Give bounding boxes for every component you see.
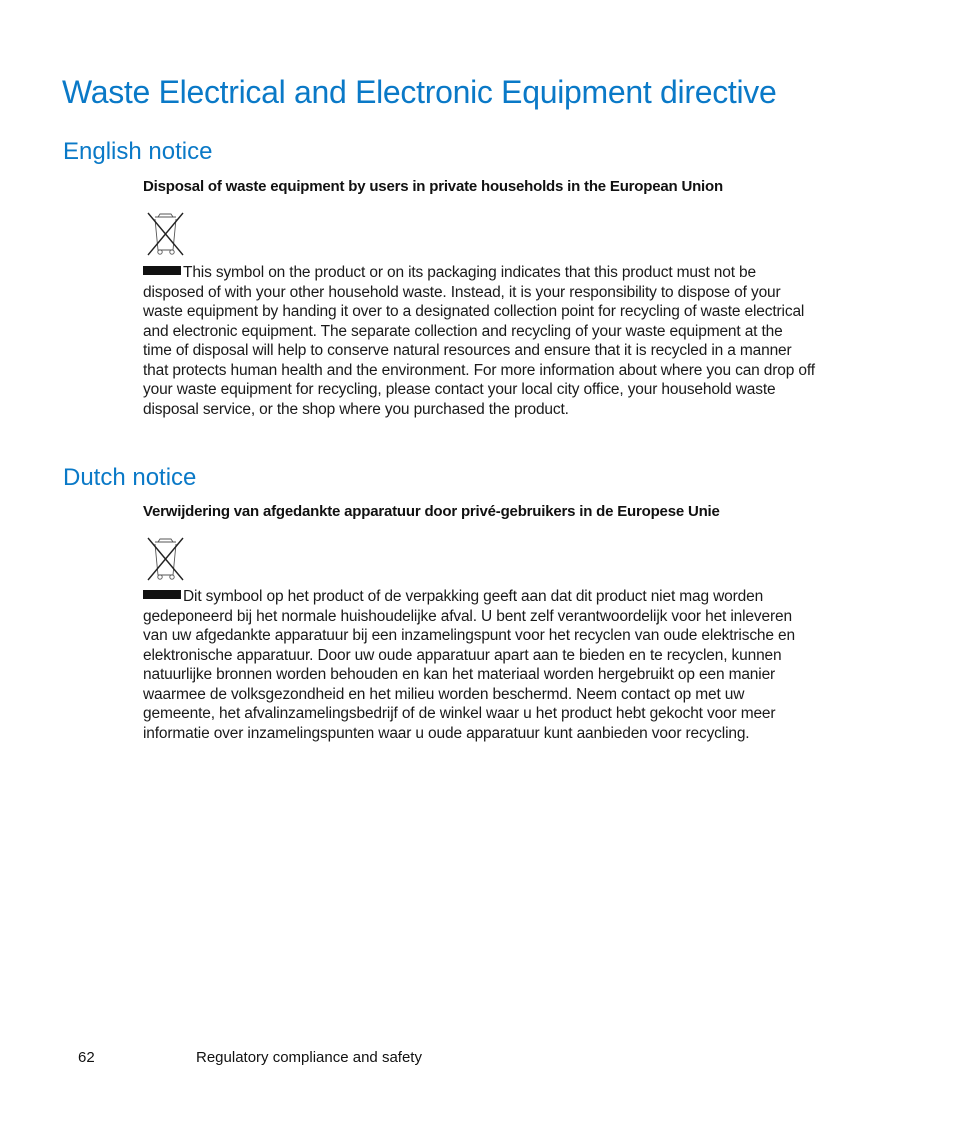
marker-bar-icon	[143, 590, 181, 599]
marker-bar-icon	[143, 266, 181, 275]
page-title: Waste Electrical and Electronic Equipment directive	[62, 74, 777, 110]
section-heading-dutch: Dutch notice	[63, 464, 197, 491]
dutch-notice-paragraph	[143, 587, 815, 743]
section-subheading-dutch: Verwijdering van afgedankte apparatuur door privé-gebruikers in de Europese Unie	[143, 503, 720, 520]
crossed-out-wheelie-bin-icon	[145, 535, 185, 583]
section-heading-english: English notice	[63, 138, 213, 165]
dutch-notice-text: Dit symbool op het product of de verpakking geeft aan dat dit product niet mag worden gedeponeerd bij het normale huishoudelijke afval. U bent zelf verantwoordelijk voor het inleveren van uw afgedankte apparatuur bij een inzamelingspunt voor het recyclen van oude elektrische en elektronische apparatuur. Door uw oude apparatuur apart aan te bieden en te recyclen, kunnen natuurlijke bronnen worden behouden en kan het materiaal worden hergebruikt op een manier waarmee de volksgezondheid en het milieu worden beschermd. Neem contact op met uw gemeente, het afvalinzamelingsbedrijf of de winkel waar u het product hebt gekocht voor meer informatie over inzamelingspunten waar u oude apparatuur kunt aanbieden voor recycling.	[143, 588, 795, 742]
crossed-out-wheelie-bin-icon	[145, 210, 185, 258]
section-subheading-english: Disposal of waste equipment by users in private households in the European Union	[143, 178, 723, 195]
footer-chapter-title: Regulatory compliance and safety	[196, 1049, 422, 1066]
english-notice-paragraph	[143, 263, 815, 419]
english-notice-text: This symbol on the product or on its packaging indicates that this product must not be disposed of with your other household waste. Instead, it is your responsibility to dispose of your waste equipment by handing it over to a designated collection point for recycling of waste electrical and electronic equipment. The separate collection and recycling of your waste equipment at the time of disposal will help to conserve natural resources and ensure that it is recycled in a manner that protects human health and the environment. For more information about where you can drop off your waste equipment for recycling, please contact your local city office, your household waste disposal service, or the shop where you purchased the product.	[143, 264, 815, 418]
page-number: 62	[78, 1049, 95, 1066]
